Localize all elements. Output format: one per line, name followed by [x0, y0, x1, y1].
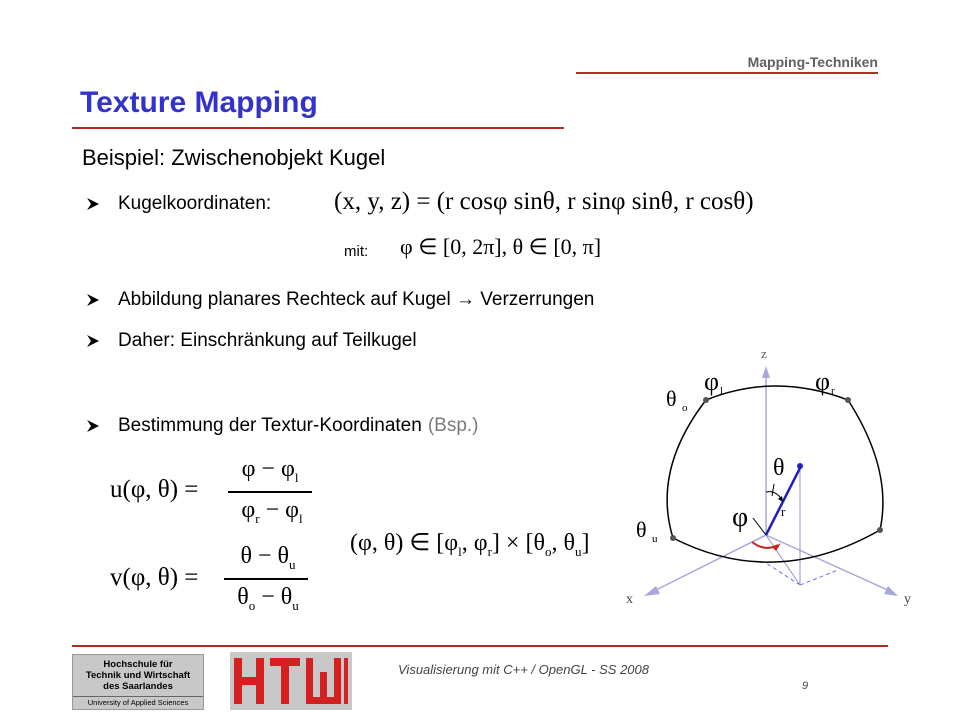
u-formula-lhs: u(φ, θ) =: [110, 476, 199, 503]
sphere-coordinates-formula: (x, y, z) = (r cosφ sinθ, r sinφ sinθ, r cosθ): [334, 188, 754, 215]
phi-l-label: φ: [704, 367, 720, 396]
v-den-a-sub: o: [248, 597, 256, 613]
title-rule: [72, 127, 564, 129]
projection-line: [800, 570, 838, 585]
bullet-suffix: (Bsp.): [427, 415, 479, 436]
bullet-text: Daher: Einschränkung auf Teilkugel: [118, 330, 417, 351]
domain-part: ]: [581, 530, 590, 556]
bullet-text: Abbildung planares Rechteck auf Kugel → Verzerrungen: [118, 289, 595, 310]
x-axis-arrow-icon: [644, 586, 660, 596]
domain-part: ] × [θ: [491, 530, 545, 556]
logo-line: Hochschule für: [103, 659, 173, 670]
domain-part: , θ: [551, 530, 575, 556]
x-axis: [650, 535, 766, 593]
u-formula-denominator: [230, 497, 314, 527]
u-num-sub: l: [294, 469, 299, 485]
sphere-patch-diagram: [600, 340, 930, 620]
y-axis-label: y: [904, 592, 911, 607]
theta-o-sub: o: [682, 402, 688, 414]
theta-arc-arrow-icon: [778, 496, 783, 502]
logo-foot: University of Applied Sciences: [73, 696, 203, 707]
domain-part: , φ: [461, 530, 488, 556]
u-den-b: − φ: [265, 497, 299, 523]
corner-point: [845, 397, 851, 403]
v-formula-denominator: [226, 584, 310, 614]
surface-point: [797, 463, 803, 469]
theta-pointer: [772, 484, 774, 496]
logo-line: Technik und Wirtschaft: [85, 670, 191, 681]
range-formula: φ ∈ [0, 2π], θ ∈ [0, π]: [400, 234, 602, 259]
projection-line: [766, 563, 800, 585]
university-logo-text: [72, 654, 204, 710]
z-axis-arrow-icon: [762, 366, 770, 378]
u-num-text: φ − φ: [241, 456, 295, 482]
bullet-text: Bestimmung der Textur-Koordinaten: [118, 415, 422, 436]
v-formula-lhs: v(φ, θ) =: [110, 564, 199, 591]
corner-point: [703, 397, 709, 403]
v-num-text: θ − θ: [240, 543, 290, 569]
r-label: r: [781, 504, 786, 519]
u-den-b-sub: l: [298, 510, 303, 526]
domain-formula: [350, 528, 589, 560]
phi-label: φ: [732, 502, 749, 533]
v-num-sub: u: [289, 556, 296, 572]
corner-point: [670, 535, 676, 541]
page-number: 9: [802, 680, 809, 692]
bullet-text: Kugelkoordinaten:: [118, 193, 272, 214]
domain-part: (φ, θ) ∈ [φ: [350, 530, 459, 556]
theta-u-label: θ: [636, 517, 647, 542]
logo-line: des Saarlandes: [103, 681, 173, 692]
bullet-arrow-icon: [86, 197, 100, 211]
u-fraction-bar: [228, 491, 312, 493]
v-den-b-sub: u: [292, 597, 299, 613]
footer-rule: [72, 645, 888, 647]
course-footer: Visualisierung mit C++ / OpenGL - SS 2008: [398, 662, 649, 677]
phi-pointer: [753, 518, 766, 535]
theta-u-sub: u: [652, 533, 658, 545]
u-den-a: φ: [241, 497, 256, 523]
bullet-einschraenkung: [86, 330, 417, 352]
corner-point: [877, 527, 883, 533]
v-den-a: θ: [237, 584, 249, 610]
phi-r-sub: r: [831, 385, 835, 397]
domain-sub: u: [574, 543, 582, 559]
bullet-arrow-icon: [86, 419, 100, 433]
u-formula-numerator: [230, 456, 310, 486]
subtitle: Beispiel: Zwischenobjekt Kugel: [82, 145, 386, 170]
phi-arc: [752, 542, 778, 548]
patch-left-edge: [667, 400, 706, 538]
header-rule: [576, 72, 878, 74]
phi-r-label: φ: [815, 367, 831, 396]
x-axis-label: x: [626, 592, 633, 607]
domain-sub: o: [544, 543, 552, 559]
patch-right-edge: [848, 400, 883, 530]
mit-label: mit:: [344, 243, 369, 260]
section-title: Mapping-Techniken: [747, 54, 878, 70]
bullet-kugelkoordinaten: [86, 193, 271, 215]
v-den-b: − θ: [261, 584, 293, 610]
v-formula-numerator: [226, 543, 310, 573]
domain-sub: r: [487, 543, 492, 559]
bullet-arrow-icon: [86, 293, 100, 307]
v-fraction-bar: [224, 578, 308, 580]
theta-o-label: θ: [666, 386, 677, 411]
bullet-abbildung: [86, 289, 594, 311]
u-den-a-sub: r: [255, 510, 260, 526]
theta-label: θ: [773, 455, 785, 481]
bullet-arrow-icon: [86, 334, 100, 348]
z-axis-label: z: [761, 346, 767, 361]
phi-l-sub: l: [720, 385, 724, 397]
bullet-bestimmung: [86, 415, 479, 437]
y-axis-arrow-icon: [884, 586, 898, 596]
page-title: Texture Mapping: [80, 86, 318, 119]
domain-sub: l: [458, 543, 462, 559]
htw-logo-icon: [230, 652, 352, 710]
